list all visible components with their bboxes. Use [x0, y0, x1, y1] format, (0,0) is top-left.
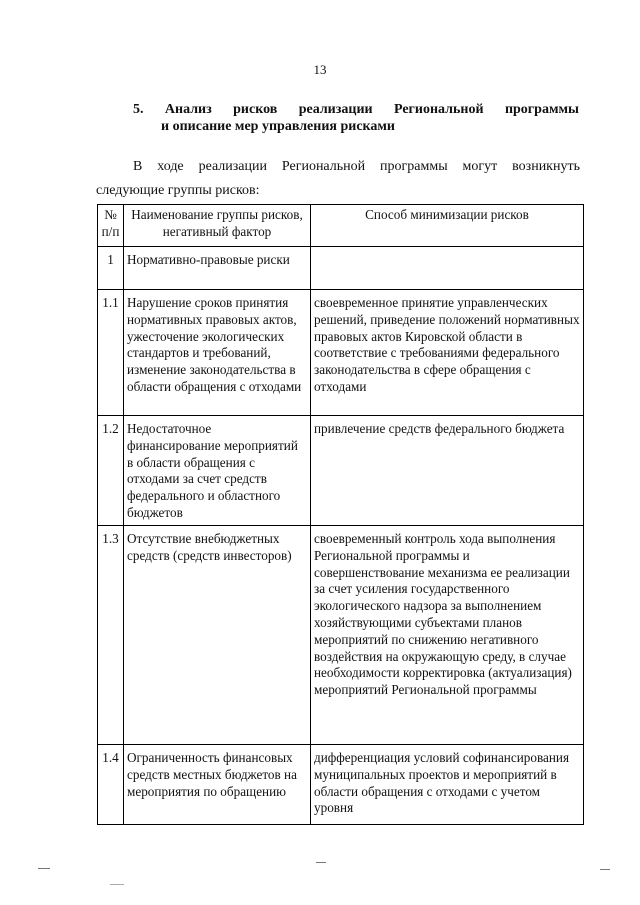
- header-risk-group: Наименование группы рисков, негативный фактор: [124, 205, 311, 247]
- row-number: 1: [98, 247, 124, 290]
- table-row: [98, 745, 584, 825]
- section-title-word: рисков: [233, 102, 278, 117]
- section-title-word: программы: [504, 102, 579, 117]
- risk-table: [97, 204, 584, 825]
- row-number: 1.3: [98, 526, 124, 745]
- intro-paragraph: [96, 155, 580, 203]
- section-title-line2: и описание мер управления рисками: [161, 119, 395, 134]
- section-title-word: Анализ: [164, 102, 212, 117]
- table-row: [98, 247, 584, 290]
- mitigation-method: своевременное принятие управленческих решений, приведение положений нормативных правовых актов Кировской области в соответствие с требованиями федерального законодательства в сфере обращения с отходами: [311, 290, 584, 416]
- table-row: [98, 290, 584, 416]
- intro-line1: [96, 155, 580, 179]
- intro-word: ходе: [157, 159, 184, 174]
- section-number: 5.: [133, 102, 144, 117]
- mitigation-method: [311, 247, 584, 290]
- mitigation-method: своевременный контроль хода выполнения Региональной программы и совершенствование механизма ее реализации за счет усиления государственного экологического надзора за выполнением хозяйствующими субъектами планов мероприятий по снижению негативного воздействия на окружающую среду, в случае необходимости корректировка (актуализация) мероприятий Региональной программы: [311, 526, 584, 745]
- intro-word: программы: [380, 159, 448, 174]
- section-heading: [133, 101, 579, 135]
- intro-word: В: [133, 159, 143, 174]
- section-title-word: реализации: [298, 102, 373, 117]
- intro-word: Региональной: [281, 159, 366, 174]
- mitigation-method: привлечение средств федерального бюджета: [311, 416, 584, 526]
- risk-group-name: Нарушение сроков принятия нормативных правовых актов, ужесточение экологических стандартов и требований, изменение законодательства в области обращения с отходами: [124, 290, 311, 416]
- intro-word: возникнуть: [512, 159, 580, 174]
- header-number: № п/п: [98, 205, 124, 247]
- header-mitigation: Способ минимизации рисков: [311, 205, 584, 247]
- section-title-word: Региональной: [393, 102, 484, 117]
- scan-artifact: [110, 884, 124, 885]
- intro-line2: следующие группы рисков:: [96, 183, 260, 198]
- table-header-row: [98, 205, 584, 247]
- scan-artifact: [600, 869, 610, 870]
- intro-word: могут: [462, 159, 498, 174]
- risk-group-name: Ограниченность финансовых средств местных бюджетов на мероприятия по обращению: [124, 745, 311, 825]
- risk-group-name: Нормативно-правовые риски: [124, 247, 311, 290]
- row-number: 1.4: [98, 745, 124, 825]
- table-row: [98, 416, 584, 526]
- scan-artifact: [38, 868, 50, 869]
- section-heading-line1: [133, 101, 579, 118]
- risk-group-name: Отсутствие внебюджетных средств (средств инвесторов): [124, 526, 311, 745]
- scan-artifact: [316, 862, 326, 863]
- intro-word: реализации: [198, 159, 267, 174]
- row-number: 1.2: [98, 416, 124, 526]
- mitigation-method: дифференциация условий софинансирования муниципальных проектов и мероприятий в области обращения с отходами с учетом уровня: [311, 745, 584, 825]
- risk-group-name: Недостаточное финансирование мероприятий в области обращения с отходами за счет средств федерального и областного бюджетов: [124, 416, 311, 526]
- table-row: [98, 526, 584, 745]
- page-number: 13: [313, 62, 327, 77]
- row-number: 1.1: [98, 290, 124, 416]
